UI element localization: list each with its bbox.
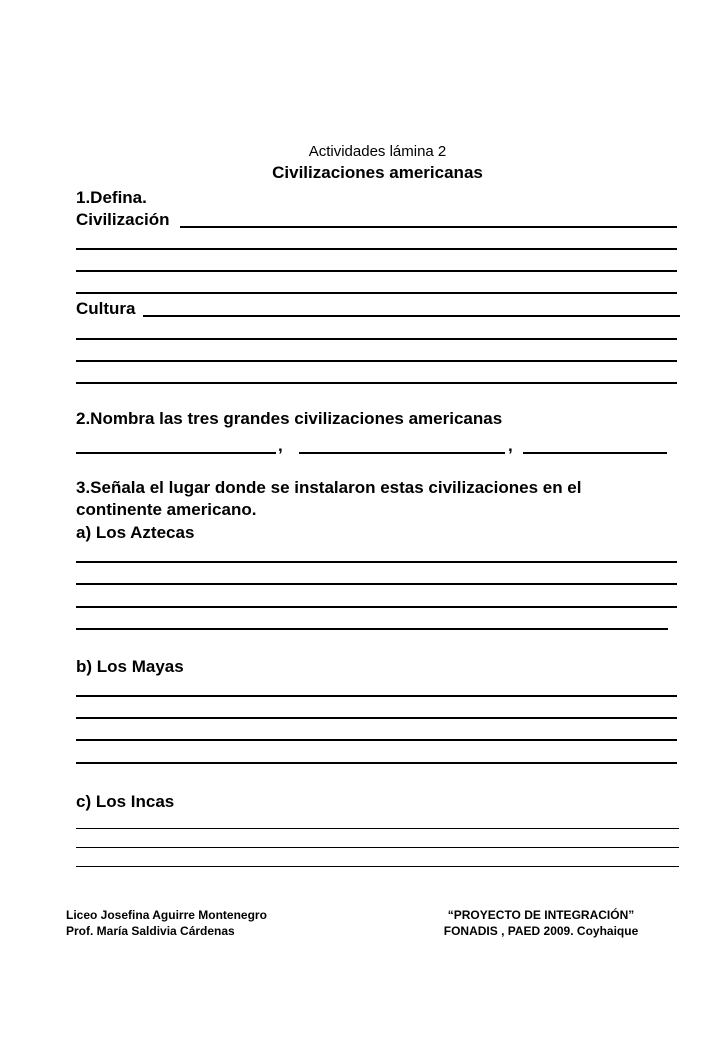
answer-line — [143, 315, 680, 317]
term-cultura-label: Cultura — [76, 299, 136, 318]
footer-funding: FONADIS , PAED 2009. Coyhaique — [443, 924, 639, 938]
answer-line — [180, 226, 677, 228]
item-b-mayas: b) Los Mayas — [76, 657, 184, 676]
page-title: Civilizaciones americanas — [272, 163, 483, 182]
answer-line — [76, 360, 677, 362]
answer-line — [76, 338, 677, 340]
term-civilizacion-label: Civilización — [76, 210, 170, 229]
answer-line — [76, 270, 677, 272]
answer-line — [299, 452, 505, 454]
activity-subtitle: Actividades lámina 2 — [308, 143, 447, 160]
answer-line — [76, 762, 677, 764]
footer-project: “PROYECTO DE INTEGRACIÓN” — [447, 908, 635, 922]
question-2-text: 2.Nombra las tres grandes civilizaciones americanas — [76, 409, 503, 428]
question-3-text-line-2: continente americano. — [76, 500, 257, 519]
answer-line — [76, 452, 276, 454]
question-3-text-line-1: 3.Señala el lugar donde se instalaron estas civilizaciones en el — [76, 478, 582, 497]
footer-school: Liceo Josefina Aguirre Montenegro — [66, 908, 267, 922]
answer-line — [76, 583, 677, 585]
answer-line — [76, 628, 668, 630]
answer-line — [76, 248, 677, 250]
footer-teacher: Prof. María Saldivia Cárdenas — [66, 924, 235, 938]
answer-line — [76, 739, 677, 741]
answer-line — [76, 828, 679, 829]
separator-comma: , — [508, 436, 513, 455]
answer-line — [76, 847, 679, 848]
answer-line — [76, 606, 677, 608]
answer-line — [76, 695, 677, 697]
question-1-heading: 1.Defina. — [76, 188, 147, 207]
separator-comma: , — [278, 436, 283, 455]
answer-line — [76, 292, 677, 294]
item-c-incas: c) Los Incas — [76, 792, 175, 811]
item-a-aztecas: a) Los Aztecas — [76, 523, 195, 542]
answer-line — [76, 561, 677, 563]
answer-line — [76, 382, 677, 384]
answer-line — [76, 866, 679, 867]
answer-line — [76, 717, 677, 719]
answer-line — [523, 452, 667, 454]
